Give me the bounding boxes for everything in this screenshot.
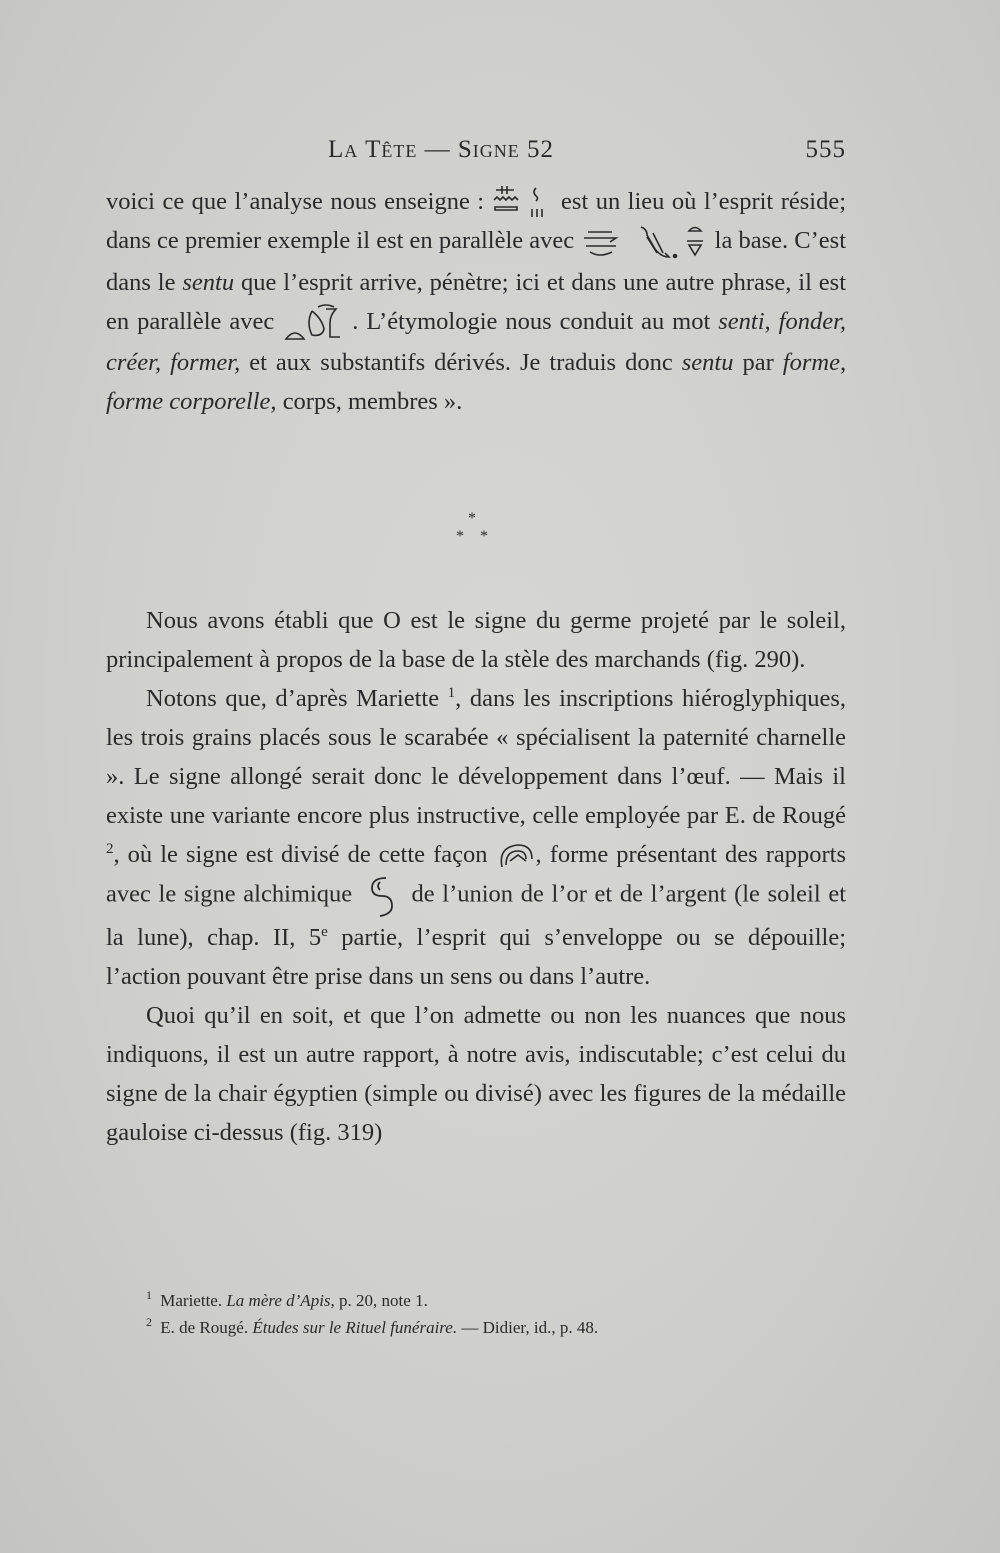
hieroglyph-sentu-icon — [492, 185, 554, 221]
text-segment: , forme présentant des rapports avec le signe alchimique — [106, 841, 847, 908]
text-segment: Notons que, d’après Mariette — [146, 685, 440, 712]
header-title: La Tête — Signe 52 — [328, 136, 554, 163]
text-segment: E. de Rougé. — [160, 1318, 249, 1337]
asterism-star: * — [456, 528, 464, 545]
paragraph-2: Nous avons établi que O est le signe du germe projeté par le soleil, principalement à propos de la base de la stèle des marchands (fig. 290). — [106, 607, 846, 673]
divided-sign-icon — [496, 841, 536, 871]
paragraph-1 — [106, 182, 846, 421]
running-header — [106, 136, 846, 170]
italic-term: former, — [170, 349, 241, 377]
text-segment: partie, l’esprit qui s’enveloppe ou se dépouille; l’action pouvant être prise dans un sens ou dans l’autre. — [106, 924, 847, 990]
italic-term: forme, — [782, 349, 847, 377]
italic-term: senti, — [718, 307, 771, 335]
text-segment: . L’étymologie nous conduit au mot — [352, 307, 711, 335]
footnote-ref-2[interactable]: 2 — [106, 840, 114, 857]
italic-term: forme corporelle, — [106, 388, 277, 416]
footnotes — [146, 1287, 846, 1341]
text-segment: p. 20, note 1. — [339, 1291, 428, 1310]
hieroglyph-bird-icon — [635, 223, 709, 263]
asterism-divider — [440, 508, 500, 548]
text-segment: Mariette. — [160, 1291, 223, 1310]
text-segment: de l’union de l’or et de l’argent (le soleil et la lune), chap. II, 5 — [106, 880, 847, 951]
text-segment: et aux substantifs dérivés. Je traduis donc — [249, 349, 673, 377]
paragraph-4: Quoi qu’il en soit, et que l’on admette ou non les nuances que nous indiquons, il est un autre rapport, à notre avis, indiscutable; c’est celui du signe de la chair égyptien (simple ou divisé) avec les figures de la médaille gauloise ci-dessus (fig. 319) — [106, 1002, 846, 1146]
text-segment: que l’esprit arrive, pénètre; ici et dans une autre phrase, il est en parallèle avec — [106, 268, 846, 335]
superscript: e — [321, 923, 328, 940]
body-text — [106, 601, 846, 1152]
text-segment: la base. C’est dans le — [106, 227, 847, 296]
hieroglyph-base-icon — [580, 226, 628, 260]
footnote-mark: 2 — [146, 1315, 152, 1330]
italic-term: Études sur le Rituel funéraire. — [252, 1318, 458, 1337]
text-segment: par — [742, 349, 774, 377]
footnote-1 — [146, 1287, 846, 1314]
text-segment: , dans les inscriptions hiéroglyphiques, les trois grains placés sous le scarabée « spécialisent la paternité charnelle ». Le signe allongé serait donc le développement dans l’œuf. — Mais il existe une variante encore plus instructive, celle employée par E. de Rougé — [106, 685, 846, 829]
footnote-ref-1[interactable]: 1 — [447, 684, 456, 701]
italic-term: sentu — [182, 268, 235, 296]
footnote-2 — [146, 1314, 846, 1341]
footnote-mark: 1 — [146, 1288, 152, 1303]
asterism-star: * — [468, 510, 476, 527]
italic-term: fonder, — [778, 307, 847, 335]
page-number: 555 — [805, 136, 846, 163]
italic-term: La mère d’Apis, — [226, 1291, 335, 1310]
paragraph-3 — [106, 679, 846, 996]
text-segment: voici ce que l’analyse nous enseigne : — [106, 188, 485, 215]
hieroglyph-senti-icon — [282, 303, 352, 343]
text-segment: , où le signe est divisé de cette façon — [113, 841, 488, 868]
asterism-star: * — [480, 528, 488, 545]
alchemical-sign-icon — [360, 874, 404, 918]
text-segment: — Didier, id., p. 48. — [461, 1318, 599, 1337]
italic-term: sentu — [681, 349, 734, 377]
italic-term: créer, — [106, 349, 162, 377]
text-segment: corps, membres ». — [282, 388, 463, 416]
text-segment: est un lieu où l’esprit réside; dans ce premier exemple il est en parallèle avec — [106, 188, 847, 255]
